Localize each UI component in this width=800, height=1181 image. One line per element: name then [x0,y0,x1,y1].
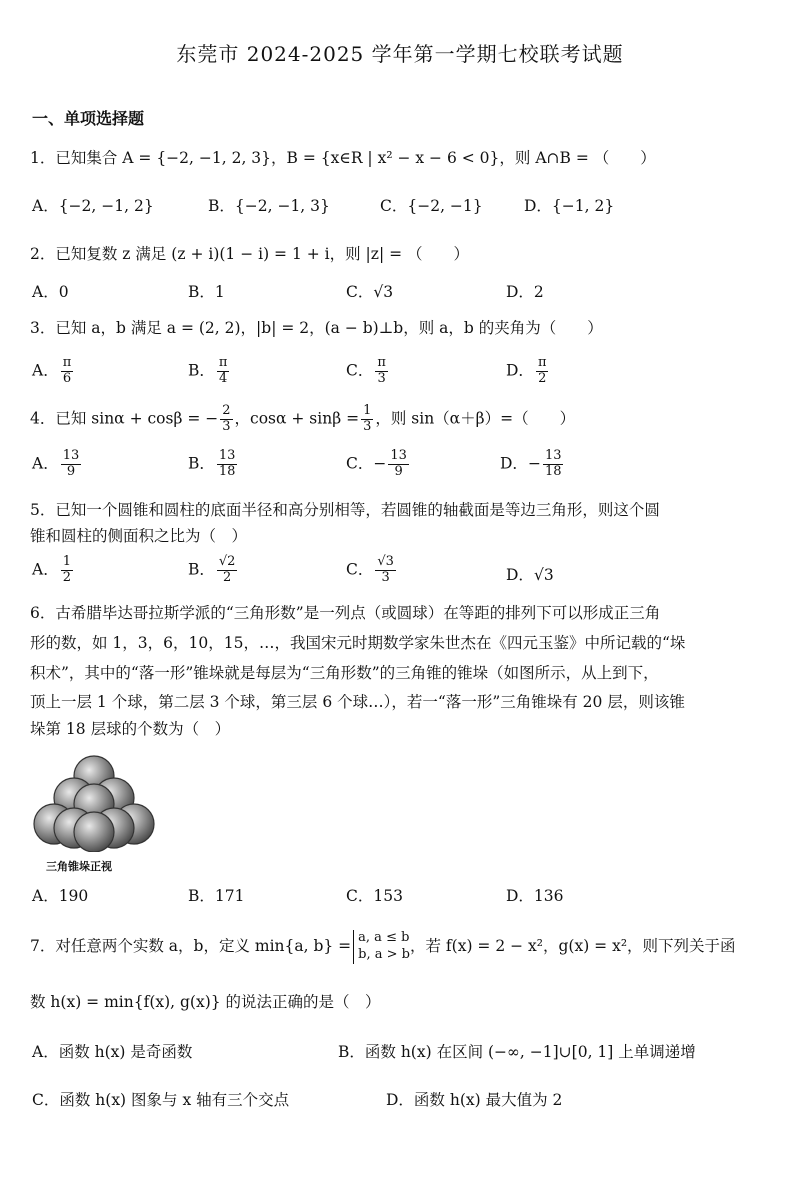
q1-option-a[interactable]: A．{−2, −1, 2} [32,197,154,215]
q3-option-a[interactable] [32,356,75,387]
q2-option-a[interactable]: A．0 [32,283,69,301]
q6-option-b[interactable]: B．171 [188,887,245,905]
fraction: $\frac{\pi}{6}$ [62,355,72,386]
q5-option-b[interactable]: B． $\frac{√2}{2}$ [188,554,236,585]
section-heading: 一、单项选择题 [32,109,145,128]
q6-option-c[interactable]: C．153 [346,887,403,905]
question-3-stem: 3．已知 a，b 满足 a = (2, 2)，|b| = 2，(a − b)⊥b，则 a，b 的夹角为（ ） [30,319,603,337]
fraction: $\frac{√2}{2}$ [218,554,236,585]
question-6-stem-line-1: 6．古希腊毕达哥拉斯学派的“三角形数”是一列点（或圆球）在等距的排列下可以形成正三角 [30,604,661,622]
q3-option-d[interactable] [506,356,550,387]
fraction: $\frac{2}{3}$ [222,403,231,434]
question-7-stem-line-2: 数 h(x) = min{f(x), g(x)} 的说法正确的是（ ） [30,993,381,1011]
question-5-stem-line-2: 锥和圆柱的侧面积之比为（ ） [30,527,248,545]
question-7-stem-line-1: 7．对任意两个实数 a，b，定义 min{a, b} = a, a ≤ b b, a > b ，若 f(x) = 2 − x²，g(x) = x²，则下列关于函 [30,930,736,962]
fraction: $\frac{13}{9}$ [390,448,407,479]
fraction: $\frac{1}{2}$ [62,554,71,585]
page-title: 东莞市 2024-2025 学年第一学期七校联考试题 [176,42,624,66]
question-1-stem: 1．已知集合 A = {−2, −1, 2, 3}，B = {x∈R | x² − x − 6 < 0}，则 A∩B = （ ） [30,149,656,167]
q5-option-d[interactable]: D．√3 [506,566,554,584]
q2-option-b[interactable]: B．1 [188,283,225,301]
q5-option-c[interactable]: C． $\frac{√3}{3}$ [346,554,394,585]
q1-option-b[interactable]: B．{−2, −1, 3} [208,197,330,215]
fraction: $\frac{13}{9}$ [62,448,80,479]
question-5-stem-line-1: 5．已知一个圆锥和圆柱的底面半径和高分别相等，若圆锥的轴截面是等边三角形，则这个圆 [30,501,660,519]
q7-option-d[interactable]: D．函数 h(x) 最大值为 2 [386,1091,563,1109]
fraction: $\frac{\pi}{3}$ [377,355,386,386]
q4-option-a[interactable]: A． $\frac{13}{9}$ [32,448,80,479]
q3-option-b[interactable] [188,356,231,387]
q3-option-c[interactable] [346,356,390,387]
q2-option-d[interactable]: D．2 [506,283,544,301]
q1-option-c[interactable]: C．{−2, −1} [380,197,483,215]
q4-option-b[interactable]: B． $\frac{13}{18}$ [188,448,236,479]
q6-option-a[interactable]: A．190 [32,887,89,905]
q2-option-c[interactable]: C．√3 [346,283,394,301]
q4-option-c[interactable]: C．− $\frac{13}{9}$ [346,448,407,479]
question-4-stem: 4．已知 sinα + cosβ = − $\frac{2}{3}$ ，cosα + sinβ = $\frac{1}{3}$ ，则 sin（α＋β）=（ ） [30,403,576,434]
ball-pyramid-figure [30,752,160,852]
q7-option-b[interactable]: B．函数 h(x) 在区间 (−∞, −1]∪[0, 1] 上单调递增 [338,1043,696,1061]
q5-option-a[interactable]: A． $\frac{1}{2}$ [32,554,71,585]
q7-option-c[interactable]: C．函数 h(x) 图象与 x 轴有三个交点 [32,1091,290,1109]
question-6-stem-line-5: 垛第 18 层球的个数为（ ） [30,720,231,738]
option-letter: B． [188,361,215,380]
piecewise-definition: a, a ≤ b b, a > b [353,930,410,964]
figure-caption: 三角锥垛正视 [46,860,112,873]
option-letter: C． [346,361,374,380]
question-6-stem-line-3: 积术”，其中的“落一形”锥垛就是每层为“三角形数”的三角锥的锥垛（如图所示，从上到下， [30,664,659,682]
question-6-stem-line-4: 顶上一层 1 个球，第二层 3 个球，第三层 6 个球…），若一“落一形”三角锥垛有 20 层，则该锥 [30,693,685,711]
fraction: $\frac{1}{3}$ [363,403,372,434]
option-letter: A． [32,361,59,380]
question-2-stem: 2．已知复数 z 满足 (z + i)(1 − i) = 1 + i，则 |z| = （ ） [30,245,470,263]
q6-option-d[interactable]: D．136 [506,887,564,905]
q1-option-d[interactable]: D．{−1, 2} [524,197,615,215]
option-letter: D． [506,361,534,380]
fraction: $\frac{13}{18}$ [218,448,236,479]
fraction: $\frac{√3}{3}$ [377,554,394,585]
q7-option-a[interactable]: A．函数 h(x) 是奇函数 [32,1043,193,1061]
fraction: $\frac{\pi}{4}$ [218,355,228,386]
question-6-stem-line-2: 形的数，如 1，3，6，10，15，…，我国宋元时期数学家朱世杰在《四元玉鉴》中所记载的“垛 [30,634,686,652]
fraction: $\frac{\pi}{2}$ [537,355,547,386]
q4-option-d[interactable]: D．− $\frac{13}{18}$ [500,448,562,479]
fraction: $\frac{13}{18}$ [544,448,562,479]
